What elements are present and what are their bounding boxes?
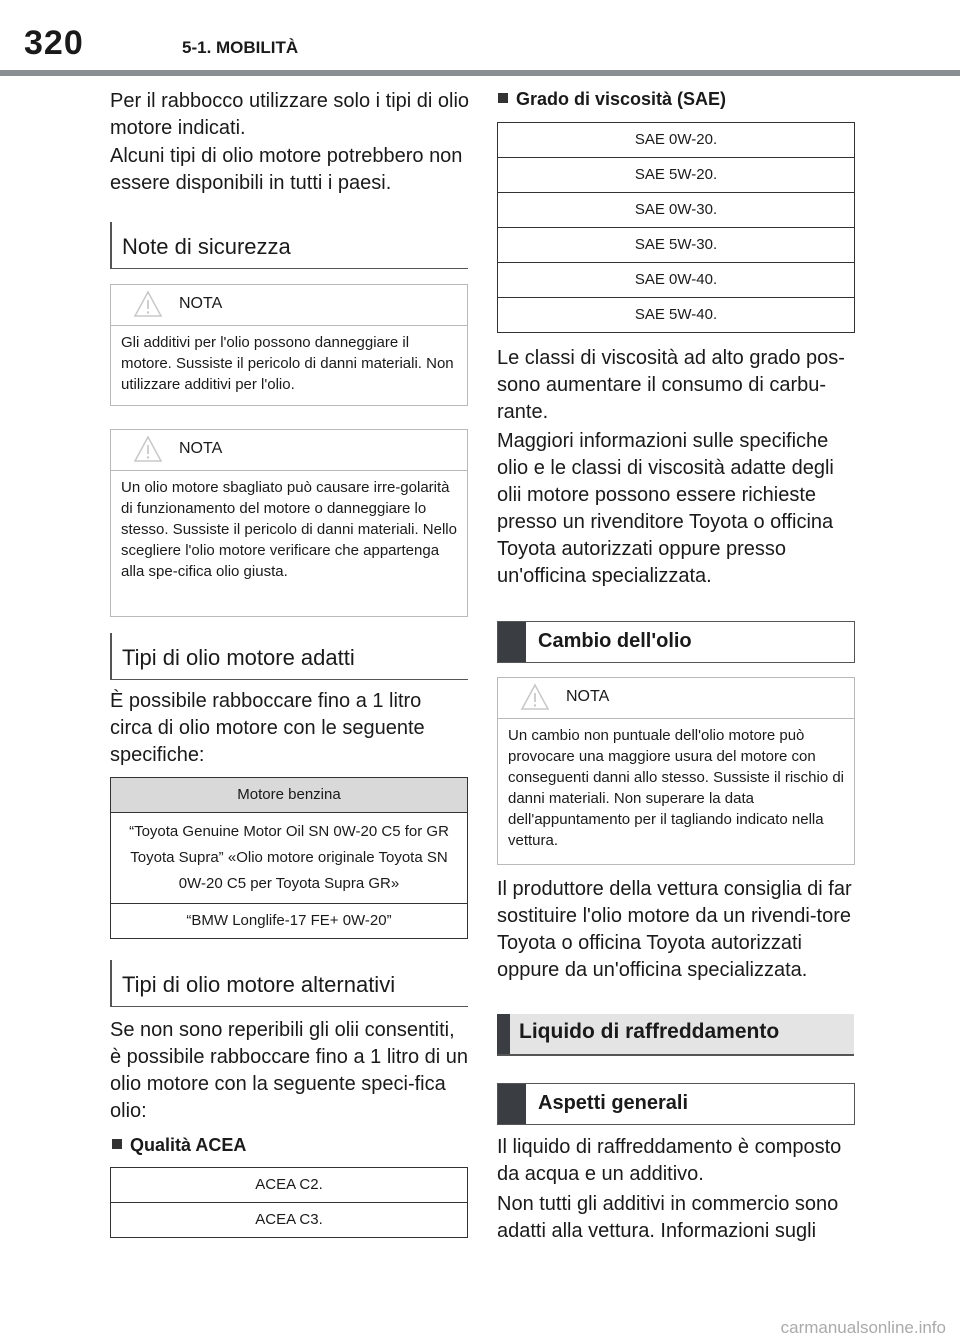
table-header-cell: Motore benzina [111,778,468,813]
note-header [111,430,467,471]
general-title: Aspetti generali [538,1092,689,1114]
section-marker [498,622,526,662]
acea-heading-text: Qualità ACEA [130,1135,247,1155]
warning-triangle-icon [133,289,163,319]
info-paragraph: Maggiori informazioni sulle specifiche olio e le classi di viscosità adatte degli olii motore possono essere richieste presso un rivenditore Toyota o officina Toyota autorizzati oppure presso un'officina specializzata. [497,430,834,587]
suitable-section-header [110,633,468,680]
suitable-paragraph: È possibile rabboccare fino a 1 litro circa di olio motore con le seguente specifiche: [110,690,425,766]
footer-watermark: carmanualsonline.info [780,1318,946,1337]
acea-heading [112,1135,246,1156]
alternative-section-title: Tipi di olio motore alternativi [122,972,396,997]
table-cell: SAE 0W-40. [498,263,855,298]
note-header [498,678,854,719]
section-marker [498,1084,526,1124]
alternative-paragraph: Se non sono reperibili gli olii consentiti, è possibile rabboccare fino a 1 litro di un olio motore con la seguente speci-fica olio: [110,1019,468,1122]
viscosity-paragraph: Le classi di viscosità ad alto grado pos-sono aumentare il consumo di carbu-rante. [497,347,845,423]
table-cell: SAE 5W-30. [498,228,855,263]
table-cell: SAE 5W-20. [498,158,855,193]
table-cell: “Toyota Genuine Motor Oil SN 0W-20 C5 for GR Toyota Supra” «Olio motore originale Toyota SN 0W-20 C5 per Toyota Supra GR» [111,813,468,904]
note-box-1 [110,284,468,406]
header-divider [0,70,960,76]
table-cell: ACEA C3. [111,1203,468,1238]
table-cell: SAE 0W-20. [498,123,855,158]
table-cell: SAE 0W-30. [498,193,855,228]
coolant-section-header [497,1014,854,1056]
suitable-section-title: Tipi di olio motore adatti [122,645,355,670]
oil-change-paragraph: Il produttore della vettura consiglia di far sostituire l'olio motore da un rivendi-tore Toyota o officina Toyota autorizzati oppure da un'officina specializzata. [497,878,852,981]
oil-change-title: Cambio dell'olio [538,630,692,652]
sae-heading [498,89,726,110]
general-paragraph-1: Il liquido di raffreddamento è composto da acqua e un additivo. [497,1136,842,1185]
safety-section-header [110,222,468,269]
table-cell: ACEA C2. [111,1168,468,1203]
coolant-title: Liquido di raffreddamento [519,1020,780,1043]
chapter-title: 5-1. MOBILITÀ [182,38,299,57]
note-box-3 [497,677,855,865]
warning-triangle-icon [133,434,163,464]
sae-heading-text: Grado di viscosità (SAE) [516,89,727,109]
page-number: 320 [24,24,84,62]
oil-change-section-header [497,621,855,663]
note-label: NOTA [566,688,610,705]
intro-paragraph-1: Per il rabbocco utilizzare solo i tipi di olio motore indicati. [110,90,470,139]
square-bullet-icon [112,1139,122,1149]
sae-table [497,122,855,333]
note-text: Un olio motore sbagliato può causare irre-golarità di funzionamento del motore o danneggiare lo stesso. Sussiste il pericolo di danni materiali. Nello scegliere l'olio motore verificare che appartenga alla spe-cifica olio giusta. [121,479,457,580]
general-paragraph-2: Non tutti gli additivi in commercio sono adatti alla vettura. Informazioni sugli [497,1193,839,1242]
note-text: Un cambio non puntuale dell'olio motore può provocare una maggiore usura del motore con conseguenti danni allo stesso. Sussiste il rischio di danni materiali. Non superare la data dell'appuntamento per il tagliando indicato nella vettura. [508,727,845,849]
intro-paragraph-2: Alcuni tipi di olio motore potrebbero non essere disponibili in tutti i paesi. [110,145,463,194]
square-bullet-icon [498,93,508,103]
note-box-2 [110,429,468,617]
acea-table [110,1167,468,1238]
table-cell: “BMW Longlife-17 FE+ 0W-20” [111,904,468,939]
section-marker [497,1014,510,1054]
note-header [111,285,467,326]
note-label: NOTA [179,440,223,457]
general-section-header [497,1083,855,1125]
note-text: Gli additivi per l'olio possono danneggiare il motore. Sussiste il pericolo di danni materiali. Non utilizzare additivi per l'olio. [121,334,454,393]
warning-triangle-icon [520,682,550,712]
safety-section-title: Note di sicurezza [122,234,291,259]
note-label: NOTA [179,295,223,312]
table-cell: SAE 5W-40. [498,298,855,333]
suitable-oil-table [110,777,468,939]
alternative-section-header [110,960,468,1007]
